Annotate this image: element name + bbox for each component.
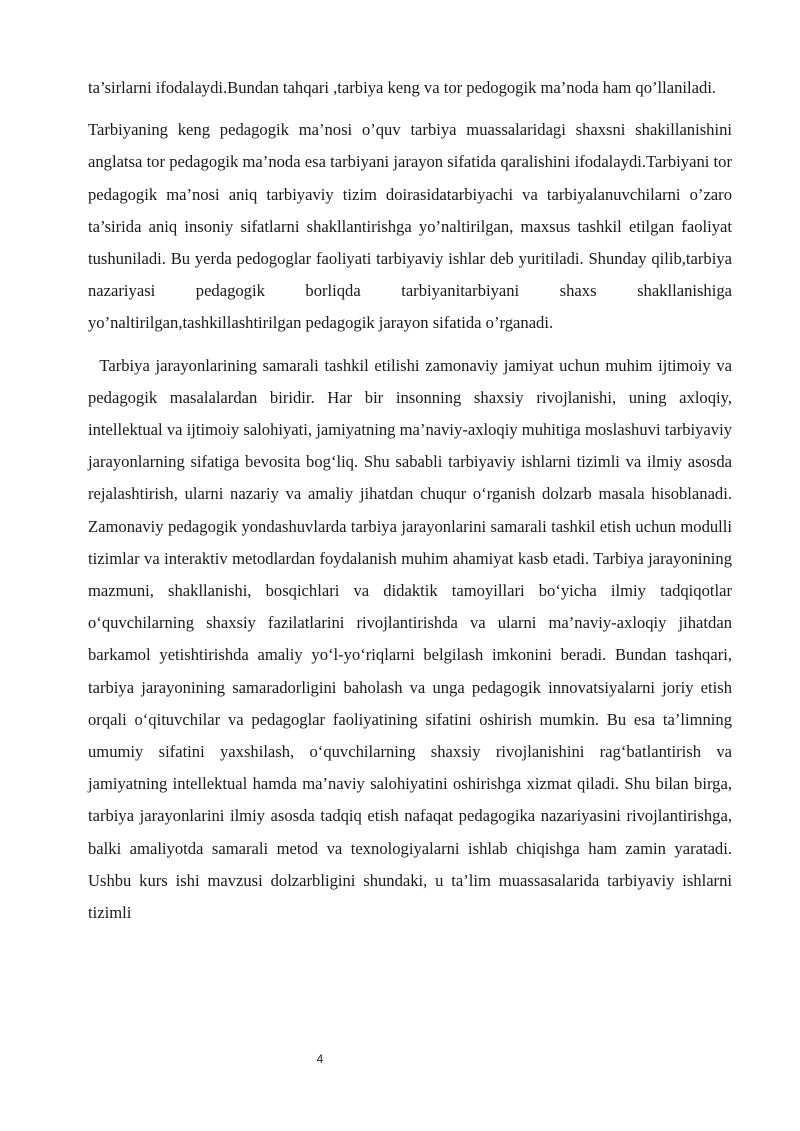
paragraph-definition: Tarbiyaning keng pedagogik ma’nosi o’quv tarbiya muassalaridagi shaxsni shakillanishini anglatsa tor pedagogik ma’noda esa tarbiyani jarayon sifatida qaralishini ifodalaydi.Tarbiyani tor pedagogik ma’nosi aniq tarbiyaviy tizim doirasidatarbiyachi va tarbiyalanuvchilarni o’zaro ta’sirida aniq insoniy sifatlarni shakllantirishga yo’naltirilgan, maxsus tashkil etilgan faoliyat tushuniladi. Bu yerda pedogoglar faoliyati tarbiyaviy ishlar deb yuritiladi. Shunday qilib,tarbiya nazariyasi pedagogik borliqda tarbiyanitarbiyani shaxs shakllanishiga yo’naltirilgan,tashkillashtirilgan pedagogik jarayon sifatida o’rganadi.: [88, 120, 732, 333]
document-page: [88, 72, 737, 939]
page-number: 4: [316, 1052, 324, 1066]
paragraph-intro: ta’sirlarni ifodalaydi.Bundan tahqari ,tarbiya keng va tor pedogogik ma’noda ham qo’llaniladi.: [88, 78, 717, 97]
paragraph-relevance: Tarbiya jarayonlarining samarali tashkil etilishi zamonaviy jamiyat uchun muhim ijtimoiy va pedagogik masalalardan biridir. Har bir insonning shaxsiy rivojlanishi, uning axloqiy, intellektual va ijtimoiy salohiyati, jamiyatning ma’naviy-axloqiy muhitiga moslashuvi tarbiyaviy jarayonlarning sifatiga bevosita bog‘liq. Shu sababli tarbiyaviy ishlarni tizimli va ilmiy asosda rejalashtirish, ularni nazariy va amaliy jihatdan chuqur o‘rganish dolzarb masala hisoblanadi. Zamonaviy pedagogik yondashuvlarda tarbiya jarayonlarini samarali tashkil etish uchun modulli tizimlar va interaktiv metodlardan foydalanish muhim ahamiyat kasb etadi. Tarbiya jarayonining mazmuni, shakllanishi, bosqichlari va didaktik tamoyillari bo‘yicha ilmiy tadqiqotlar o‘quvchilarning shaxsiy fazilatlarini rivojlantirishda va ularni ma’naviy-axloqiy jihatdan barkamol yetishtirishda amaliy yo‘l-yo‘riqlarni belgilash imkonini beradi. Bundan tashqari, tarbiya jarayonining samaradorligini baholash va unga pedagogik innovatsiyalarni joriy etish orqali o‘qituvchilar va pedagoglar faoliyatining sifatini oshirish mumkin. Bu esa ta’limning umumiy sifatini yaxshilash, o‘quvchilarning shaxsiy rivojlanishini rag‘batlantirish va jamiyatning intellektual hamda ma’naviy salohiyatini oshirishga xizmat qiladi. Shu bilan birga, tarbiya jarayonlarini ilmiy asosda tadqiq etish nafaqat pedagogika nazariyasini rivojlantirishga, balki amaliyotda samarali metod va texnologiyalarni ishlab chiqishga ham zamin yaratadi. Ushbu kurs ishi mavzusi dolzarbligini shundaki, u ta’lim muassasalarida tarbiyaviy ishlarni tizimli: [88, 355, 737, 923]
